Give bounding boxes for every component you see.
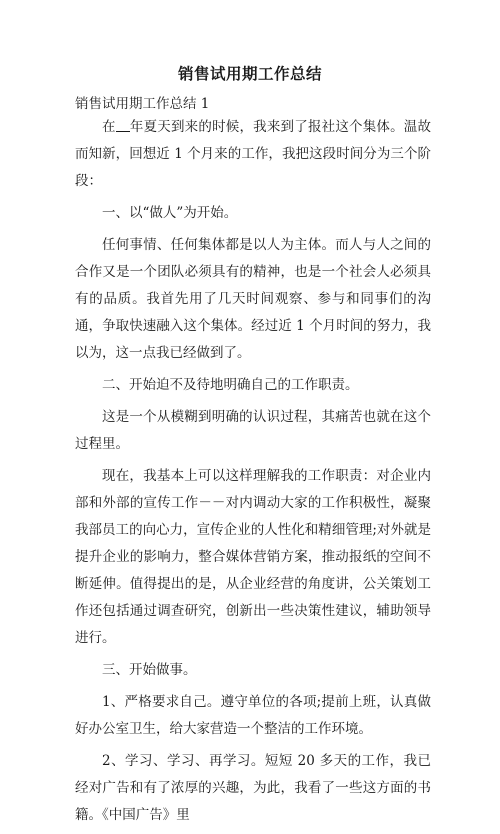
document-body <box>75 114 431 834</box>
section-heading-3: 三、开始做事。 <box>102 662 197 678</box>
document-title: 销售试用期工作总结 <box>177 64 322 83</box>
paragraph: 现在，我基本上可以这样理解我的工作职责：对企业内部和外部的宣传工作－－对内调动大家的工作积极性，凝聚我部员工的向心力，宣传企业的人性化和精细管理;对外就是提升企业的影响力，整合媒体营销方案，推动报纸的空间不断延伸。值得提出的是，从企业经营的角度讲，公关策划工作还包括通过调查研究，创新出一些决策性建议，辅助领导进行。 <box>75 468 431 646</box>
blank-underline <box>116 119 130 132</box>
section-heading-2: 二、开始迫不及待地明确自己的工作职责。 <box>102 377 359 393</box>
paragraph: 2、学习、学习、再学习。短短 20 多天的工作，我已经对广告和有了浓厚的兴趣，为此，我看了一些这方面的书籍。《中国广告》里 <box>75 753 431 823</box>
paragraph-intro <box>75 114 431 195</box>
paragraph: 1、严格要求自己。遵守单位的各项;提前上班，认真做好办公室卫生，给大家营造一个整洁的工作环境。 <box>75 694 431 737</box>
section-heading-1: 一、以“做人”为开始。 <box>102 205 238 221</box>
paragraph-intro-start: 在 <box>102 119 116 135</box>
paragraph: 任何事情、任何集体都是以人为主体。而人与人之间的合作又是一个团队必须具有的精神，也是一个社会人必须具有的品质。我首先用了几天时间观察、参与和同事们的沟通，争取快速融入这个集体。经过近 1 个月时间的努力，我以为，这一点我已经做到了。 <box>75 237 431 361</box>
paragraph-intro-rest: 年夏天到来的时候，我来到了报社这个集体。温故而知新，回想近 1 个月来的工作，我把这段时间分为三个阶段： <box>75 119 432 189</box>
document-subtitle: 销售试用期工作总结 1 <box>75 96 210 112</box>
paragraph: 这是一个从模糊到明确的认识过程，其痛苦也就在这个过程里。 <box>75 409 431 452</box>
